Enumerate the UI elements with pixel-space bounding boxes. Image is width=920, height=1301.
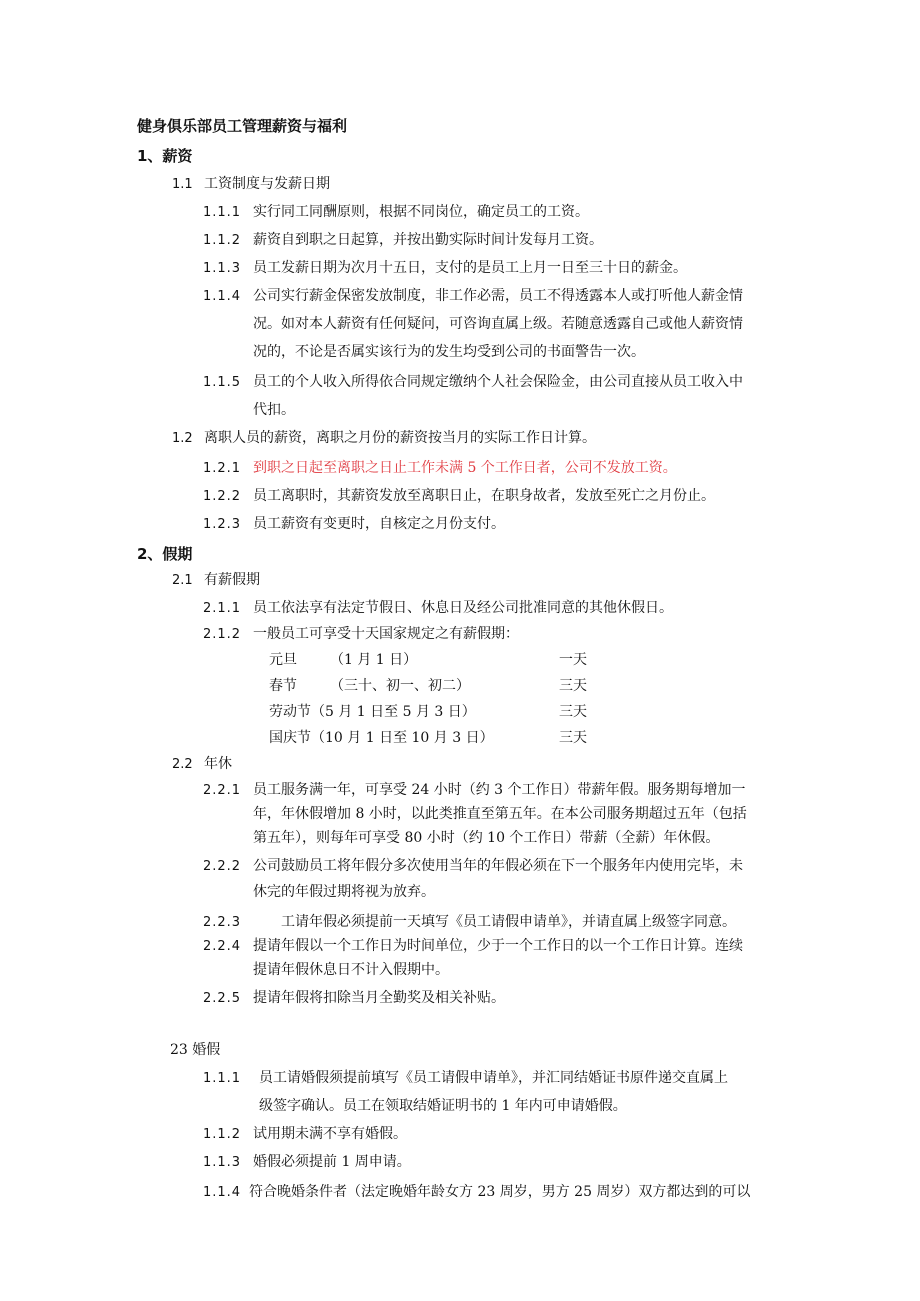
holiday-days: 三天 (559, 678, 587, 694)
item-number: 2.1.1 (203, 601, 242, 616)
item-text: 薪资自到职之日起算，并按出勤实际时间计发每月工资。 (253, 232, 603, 248)
item-text-highlighted: 到职之日起至离职之日止工作未满 5 个工作日者，公司不发放工资。 (253, 460, 677, 476)
item-marriage-2 (203, 1124, 407, 1145)
item-number: 1.1.4 (203, 1185, 242, 1200)
item-text: 离职人员的薪资，离职之月份的薪资按当月的实际工作日计算。 (204, 430, 596, 446)
item-number: 1.1.1 (203, 1071, 242, 1086)
item-text-continued: 况的，不论是否属实该行为的发生均受到公司的书面警告一次。 (253, 344, 645, 360)
subsection-2-2 (172, 754, 232, 775)
section-heading-leave: 2、假期 (137, 545, 193, 563)
item-text: 员工离职时，其薪资发放至离职日止，在职身故者，发放至死亡之月份止。 (253, 488, 715, 504)
item-number: 1.1.2 (203, 233, 242, 248)
item-1-2-2 (203, 486, 715, 507)
item-1-2-3 (203, 514, 505, 535)
item-text: 员工请婚假须提前填写《员工请假申请单》，并汇同结婚证书原件递交直属上 (259, 1070, 728, 1086)
item-number: 2.2.2 (203, 859, 242, 874)
item-number: 2.2 (172, 757, 193, 772)
item-1-1-1 (203, 202, 589, 223)
section-heading-salary: 1、薪资 (137, 147, 193, 165)
item-1-1-4 (203, 286, 743, 307)
item-number: 1.2.3 (203, 517, 242, 532)
holiday-name: 元旦 (269, 652, 297, 668)
document-title: 健身俱乐部员工管理薪资与福利 (137, 117, 348, 135)
item-number: 1.1.5 (203, 375, 242, 390)
item-1-2-1 (203, 458, 677, 479)
item-number: 1.1.1 (203, 205, 242, 220)
section-heading-marriage-leave: 23 婚假 (170, 1042, 221, 1058)
holiday-name: 劳动节（5 月 1 日至 5 月 3 日） (269, 704, 476, 720)
subsection-1-1 (172, 174, 330, 195)
holiday-date: （1 月 1 日） (330, 652, 418, 668)
item-number: 1.2.2 (203, 489, 242, 504)
holiday-name: 春节 (269, 678, 297, 694)
item-text: 年休 (204, 756, 232, 772)
item-1-1-5 (203, 372, 743, 393)
holiday-date: （三十、初一、初二） (330, 678, 470, 694)
item-text: 工请年假必须提前一天填写《员工请假申请单》，并请直属上级签字同意。 (281, 914, 736, 930)
holiday-days: 三天 (559, 730, 587, 746)
item-2-2-3 (203, 912, 736, 933)
item-text: 员工的个人收入所得依合同规定缴纳个人社会保险金，由公司直接从员工收入中 (253, 374, 743, 390)
item-text: 工资制度与发薪日期 (204, 176, 330, 192)
item-number: 1.2.1 (203, 461, 242, 476)
item-text: 公司实行薪金保密发放制度，非工作必需，员工不得透露本人或打听他人薪金情 (253, 288, 743, 304)
item-text: 实行同工同酬原则，根据不同岗位，确定员工的工资。 (253, 204, 589, 220)
item-2-1-1 (203, 598, 673, 619)
item-2-2-4 (203, 936, 743, 957)
item-text: 提请年假将扣除当月全勤奖及相关补贴。 (253, 990, 505, 1006)
item-1-1-2 (203, 230, 603, 251)
holiday-name: 国庆节（10 月 1 日至 10 月 3 日） (269, 730, 494, 746)
item-text: 公司鼓励员工将年假分多次使用当年的年假必须在下一个服务年内使用完毕，未 (253, 858, 743, 874)
item-number: 2.2.1 (203, 783, 242, 798)
item-text-continued: 休完的年假过期将视为放弃。 (253, 884, 435, 900)
item-text-continued: 级签字确认。员工在领取结婚证明书的 1 年内可申请婚假。 (259, 1098, 627, 1114)
item-number: 2.2.4 (203, 939, 242, 954)
item-text: 员工服务满一年，可享受 24 小时（约 3 个工作日）带薪年假。服务期每增加一 (253, 782, 746, 798)
item-2-2-5 (203, 988, 505, 1009)
item-2-2-2 (203, 856, 743, 877)
item-marriage-1 (203, 1068, 728, 1089)
item-number: 1.1 (172, 177, 193, 192)
item-text-continued: 况。如对本人薪资有任何疑问，可咨询直属上级。若随意透露自己或他人薪资情 (253, 316, 743, 332)
item-number: 1.1.4 (203, 289, 242, 304)
item-number: 1.1.3 (203, 261, 242, 276)
item-1-1-3 (203, 258, 687, 279)
holiday-days: 一天 (559, 652, 587, 668)
item-number: 2.1 (172, 573, 193, 588)
item-number: 2.2.3 (203, 915, 242, 930)
item-2-1-2 (203, 624, 519, 645)
item-text: 员工发薪日期为次月十五日，支付的是员工上月一日至三十日的薪金。 (253, 260, 687, 276)
item-text: 符合晚婚条件者（法定晚婚年龄女方 23 周岁，男方 25 周岁）双方都达到的可以 (249, 1184, 751, 1200)
item-text: 一般员工可享受十天国家规定之有薪假期： (253, 626, 519, 642)
item-number: 2.2.5 (203, 991, 242, 1006)
subsection-1-2 (172, 428, 596, 449)
item-text: 有薪假期 (204, 572, 260, 588)
item-text: 试用期未满不享有婚假。 (253, 1126, 407, 1142)
item-2-2-1 (203, 780, 746, 801)
item-text: 员工依法享有法定节假日、休息日及经公司批准同意的其他休假日。 (253, 600, 673, 616)
item-text-continued: 第五年），则每年可享受 80 小时（约 10 个工作日）带薪（全薪）年休假。 (253, 830, 720, 846)
item-text: 婚假必须提前 1 周申请。 (253, 1154, 411, 1170)
item-text-continued: 提请年假休息日不计入假期中。 (253, 962, 449, 978)
item-number: 1.1.3 (203, 1155, 242, 1170)
item-number: 1.1.2 (203, 1127, 242, 1142)
item-text-continued: 年，年休假增加 8 小时，以此类推直至第五年。在本公司服务期超过五年（包括 (253, 806, 747, 822)
item-number: 1.2 (172, 431, 193, 446)
item-text: 提请年假以一个工作日为时间单位，少于一个工作日的以一个工作日计算。连续 (253, 938, 743, 954)
item-marriage-4 (203, 1182, 750, 1203)
item-number: 2.1.2 (203, 627, 242, 642)
subsection-2-1 (172, 570, 260, 591)
item-text-continued: 代扣。 (253, 402, 295, 418)
holiday-days: 三天 (559, 704, 587, 720)
item-text: 员工薪资有变更时，自核定之月份支付。 (253, 516, 505, 532)
item-marriage-3 (203, 1152, 411, 1173)
